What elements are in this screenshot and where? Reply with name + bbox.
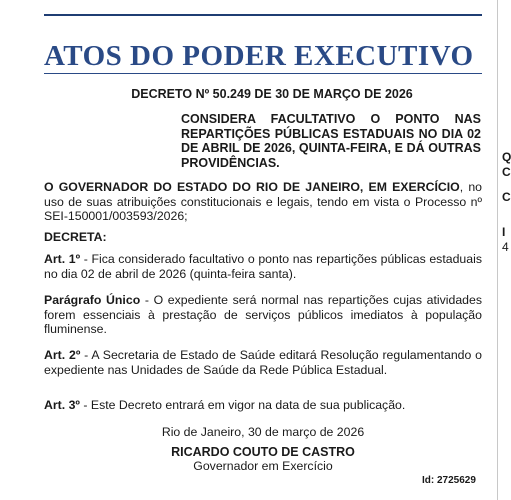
adjacent-column [497, 0, 511, 500]
preamble-authority: O GOVERNADOR DO ESTADO DO RIO DE JANEIRO, EM EXERCÍCIO [44, 180, 460, 194]
preamble-text: , no uso de suas atribuições constitucionais e legais, tendo em vista o Processo nº SEI-150001/003593/2026; [44, 180, 482, 223]
adjacent-fragment: C [502, 165, 511, 179]
decree-title: DECRETO Nº 50.249 DE 30 DE MARÇO DE 2026 [131, 87, 413, 101]
adjacent-fragment: I [502, 225, 506, 239]
article-2-text: - A Secretaria de Estado de Saúde editará Resolução regulamentando o expediente nas Unidades de Saúde da Rede Pública Estadual. [44, 348, 482, 377]
decree-ementa: CONSIDERA FACULTATIVO O PONTO NAS REPARTIÇÕES PÚBLICAS ESTADUAIS NO DIA 02 DE ABRIL DE 2026, QUINTA-FEIRA, E DÁ OUTRAS PROVIDÊNCIAS. [181, 112, 481, 170]
top-divider [44, 14, 482, 16]
place-date: Rio de Janeiro, 30 de março de 2026 [161, 425, 365, 439]
article-3 [44, 398, 482, 413]
article-2 [44, 348, 482, 377]
article-1-label: Art. 1º [44, 252, 81, 266]
adjacent-fragment: C [502, 190, 511, 204]
article-2-label: Art. 2º [44, 348, 81, 362]
signer-role: Governador em Exercício [193, 459, 333, 473]
signer-name: RICARDO COUTO DE CASTRO [171, 445, 355, 459]
article-1-text: - Fica considerado facultativo o ponto nas repartições públicas estaduais no dia 02 de abril de 2026 (quinta-feira santa). [44, 252, 482, 281]
document-id: Id: 2725629 [422, 475, 476, 486]
adjacent-fragment: 4 [502, 240, 509, 254]
paragrafo-unico [44, 293, 482, 337]
adjacent-fragment: Q [502, 150, 511, 164]
decreta-heading: DECRETA: [44, 230, 107, 244]
article-1 [44, 252, 482, 281]
paragrafo-label: Parágrafo Único [44, 293, 141, 307]
article-3-label: Art. 3º [44, 398, 80, 412]
article-3-text: - Este Decreto entrará em vigor na data de sua publicação. [79, 398, 406, 412]
paragrafo-text: - O expediente será normal nas repartições cujas atividades forem essenciais à prestação de serviços públicos imediatos à população fluminense. [44, 293, 482, 336]
section-title: ATOS DO PODER EXECUTIVO [44, 40, 474, 72]
title-divider [44, 73, 482, 74]
preamble [44, 180, 482, 224]
